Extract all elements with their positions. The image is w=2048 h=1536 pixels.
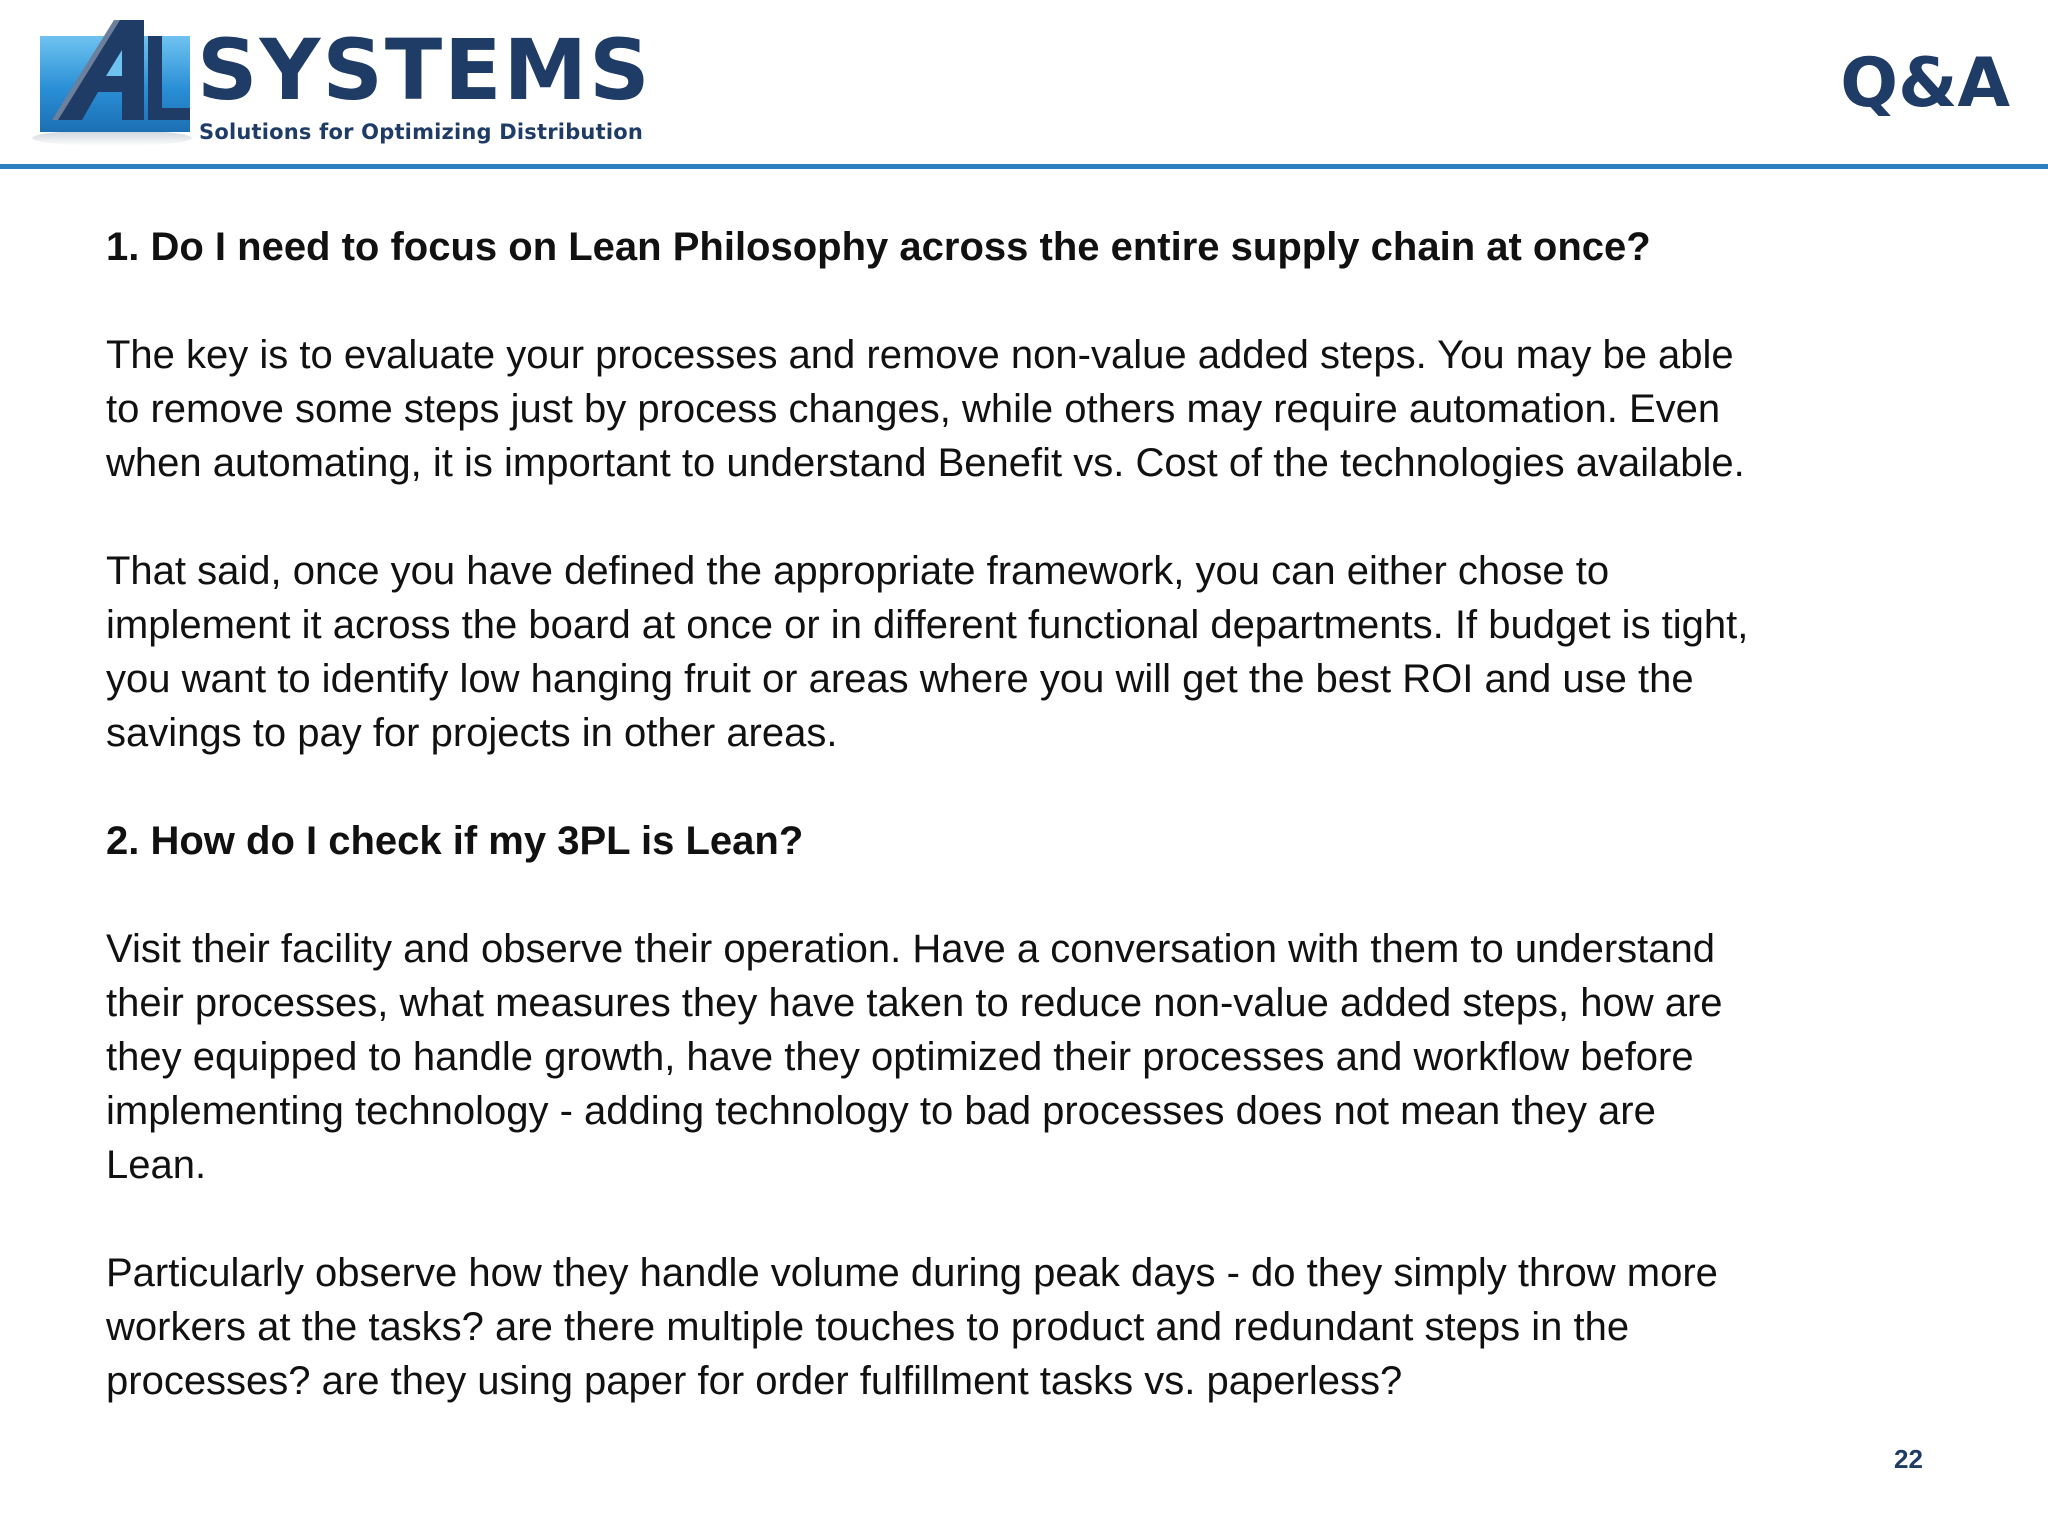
text-line: savings to pay for projects in other areas. bbox=[106, 711, 838, 755]
al-logo-mark bbox=[22, 14, 202, 146]
text-line: implement it across the board at once or in different functional departments. If budget is tight, bbox=[106, 603, 1749, 647]
spacer bbox=[106, 760, 2006, 814]
text-line: Visit their facility and observe their operation. Have a conversation with them to understand bbox=[106, 927, 1716, 971]
spacer bbox=[106, 490, 2006, 544]
text-line: That said, once you have defined the appropriate framework, you can either chose to bbox=[106, 549, 1610, 593]
question-1: 1. Do I need to focus on Lean Philosophy across the entire supply chain at once? bbox=[106, 225, 1651, 269]
text-line: implementing technology - adding technology to bad processes does not mean they are bbox=[106, 1089, 1656, 1133]
answer-2-paragraph-1 bbox=[106, 922, 2006, 1192]
header-divider bbox=[0, 164, 2048, 169]
text-line: you want to identify low hanging fruit or areas where you will get the best ROI and use the bbox=[106, 657, 1694, 701]
spacer bbox=[106, 868, 2006, 922]
page-number: 22 bbox=[1894, 1444, 1923, 1474]
answer-2-paragraph-2 bbox=[106, 1246, 2006, 1408]
text-line: when automating, it is important to understand Benefit vs. Cost of the technologies available. bbox=[106, 441, 1745, 485]
logo-wordmark: SYSTEMS bbox=[197, 21, 652, 119]
slide-header bbox=[0, 0, 2048, 166]
text-line: The key is to evaluate your processes and remove non-value added steps. You may be able bbox=[106, 333, 1734, 377]
text-line: workers at the tasks? are there multiple touches to product and redundant steps in the bbox=[106, 1305, 1630, 1349]
answer-1-paragraph-2 bbox=[106, 544, 2006, 760]
company-logo bbox=[22, 14, 652, 146]
question-2: 2. How do I check if my 3PL is Lean? bbox=[106, 819, 804, 863]
spacer bbox=[106, 1192, 2006, 1246]
text-line: their processes, what measures they have taken to reduce non-value added steps, how are bbox=[106, 981, 1723, 1025]
logo-tagline: Solutions for Optimizing Distribution bbox=[199, 120, 643, 144]
slide-title: Q&A bbox=[1840, 44, 2010, 123]
text-line: to remove some steps just by process changes, while others may require automation. Even bbox=[106, 387, 1721, 431]
text-line: Lean. bbox=[106, 1143, 207, 1187]
spacer bbox=[106, 274, 2006, 328]
text-line: they equipped to handle growth, have they optimized their processes and workflow before bbox=[106, 1035, 1694, 1079]
text-line: Particularly observe how they handle volume during peak days - do they simply throw more bbox=[106, 1251, 1718, 1295]
answer-1-paragraph-1 bbox=[106, 328, 2006, 490]
qa-content bbox=[106, 220, 2006, 1408]
text-line: processes? are they using paper for order fulfillment tasks vs. paperless? bbox=[106, 1359, 1403, 1403]
